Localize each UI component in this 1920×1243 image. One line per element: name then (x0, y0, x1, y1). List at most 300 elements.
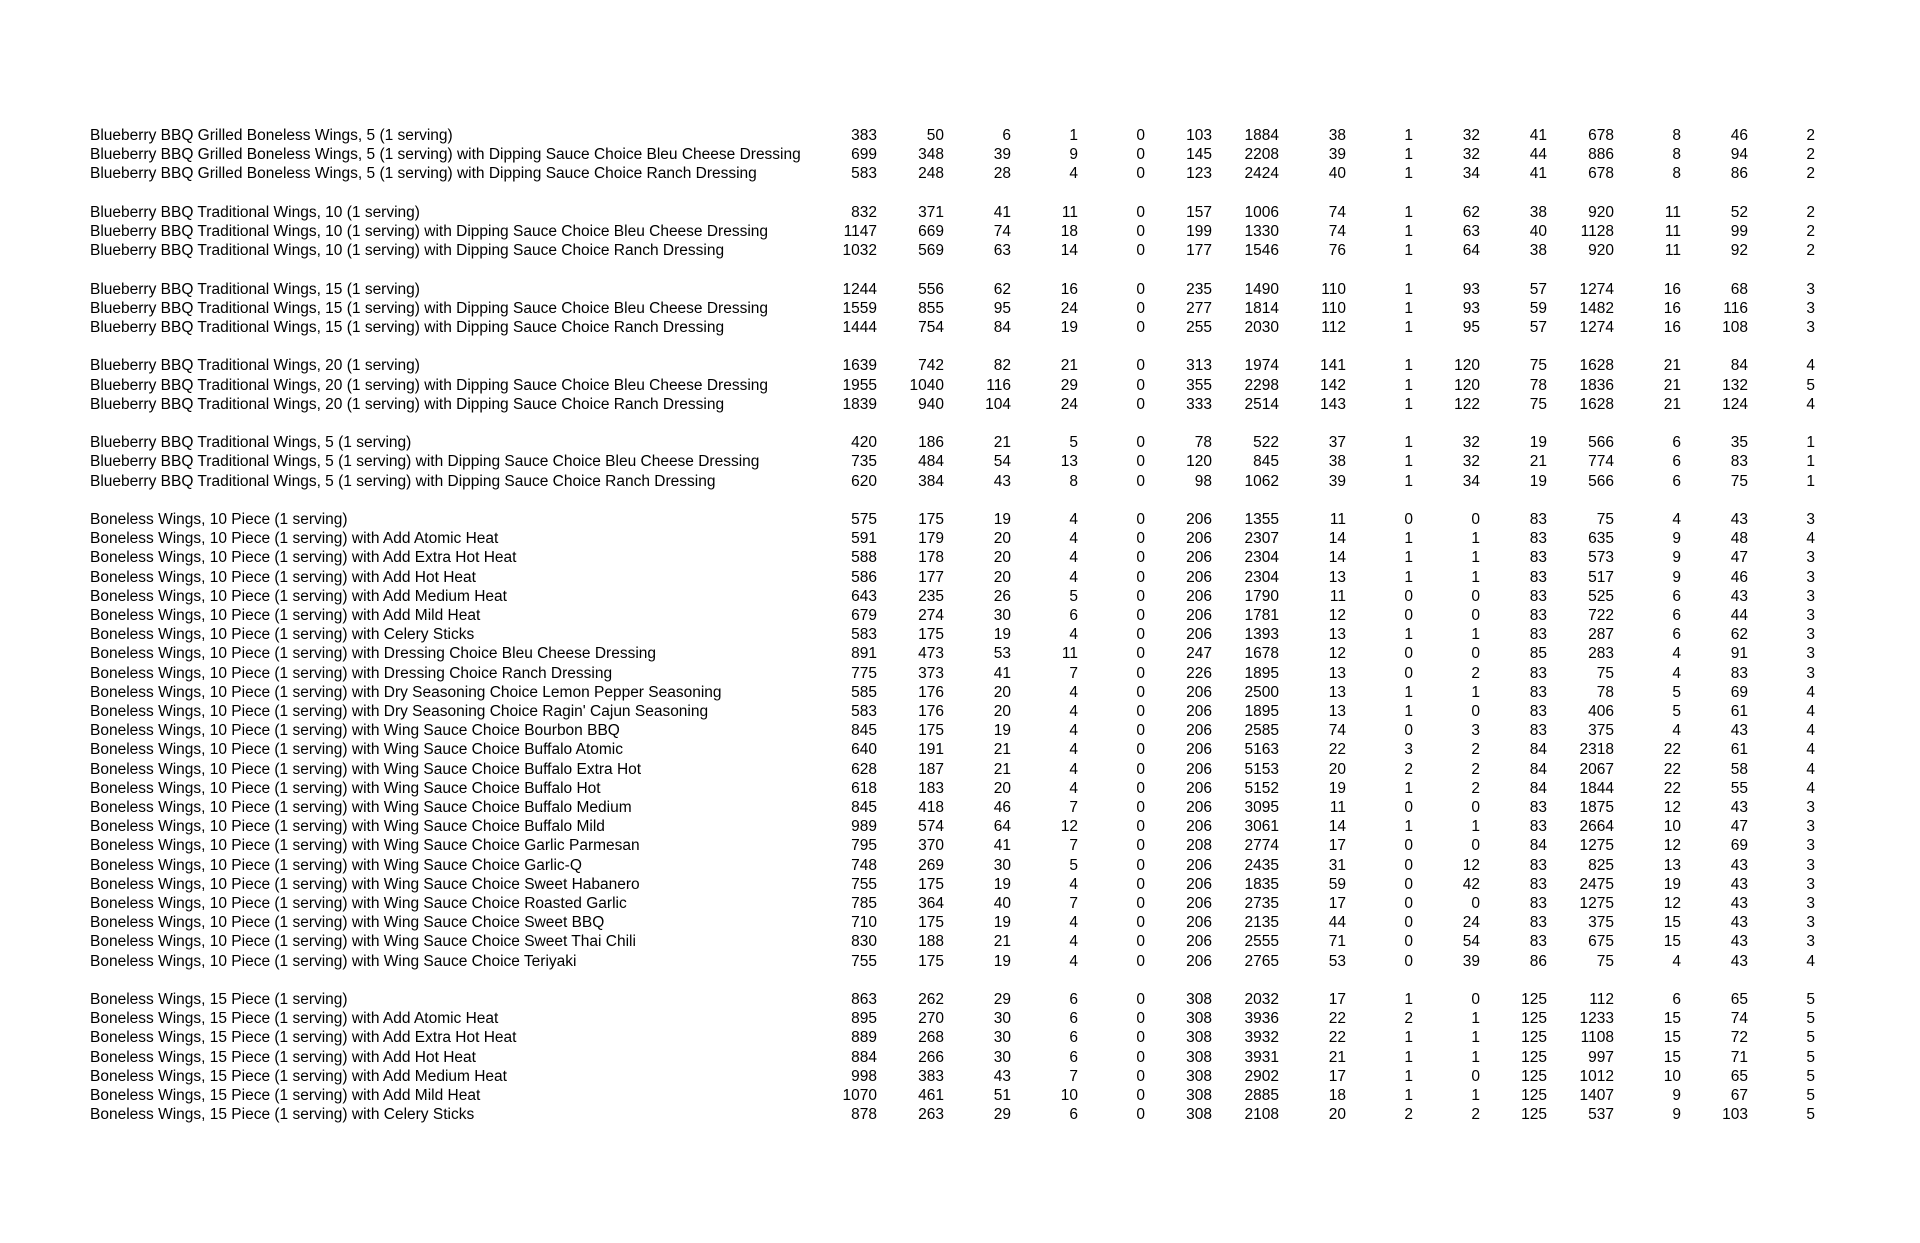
value-cell: 18 (1060, 223, 1078, 240)
value-cell: 0 (1471, 703, 1480, 721)
value-cell: 845 (1253, 453, 1279, 471)
value-cell: 4 (1069, 933, 1078, 951)
value-cell: 42 (1462, 875, 1480, 893)
value-cell: 0 (1404, 645, 1413, 663)
value-cell: 4 (1069, 683, 1078, 701)
item-name-cell: Blueberry BBQ Traditional Wings, 15 (1 serving) with Dipping Sauce Choice Bleu Cheese Dressing (90, 299, 769, 317)
value-cell: 0 (1136, 165, 1145, 183)
item-name-cell: Boneless Wings, 10 Piece (1 serving) with Wing Sauce Choice Sweet BBQ (90, 914, 605, 932)
value-cell: 3932 (1244, 1029, 1279, 1047)
value-cell: 1 (1404, 779, 1413, 797)
value-cell: 1628 (1579, 357, 1614, 375)
value-cell: 4 (1806, 395, 1815, 413)
value-cell: 9 (1672, 1106, 1681, 1124)
value-cell: 1 (1471, 549, 1480, 567)
value-cell: 1628 (1579, 395, 1614, 413)
value-cell: 1 (1404, 280, 1413, 298)
value-cell: 268 (918, 1029, 944, 1047)
value-cell: 4 (1069, 722, 1078, 740)
value-cell: 1393 (1244, 626, 1279, 644)
value-cell: 75 (1730, 472, 1748, 490)
value-cell: 21 (993, 741, 1011, 759)
value-cell: 0 (1136, 1067, 1145, 1085)
value-cell: 183 (918, 779, 944, 797)
value-cell: 420 (851, 434, 877, 452)
value-cell: 6 (1069, 607, 1078, 624)
value-cell: 0 (1136, 146, 1145, 164)
section-spacer-row (90, 971, 1815, 990)
value-cell: 461 (918, 1087, 944, 1105)
value-cell: 5 (1672, 683, 1681, 701)
table-row (90, 241, 1815, 260)
value-cell: 95 (1462, 319, 1480, 336)
value-cell: 104 (985, 395, 1011, 413)
value-cell: 40 (1529, 223, 1547, 240)
value-cell: 86 (1730, 165, 1748, 183)
value-cell: 2735 (1244, 895, 1279, 913)
value-cell: 4 (1069, 530, 1078, 548)
value-cell: 3 (1806, 299, 1815, 317)
value-cell: 12 (1663, 895, 1681, 913)
value-cell: 83 (1529, 856, 1547, 874)
value-cell: 308 (1186, 1067, 1212, 1085)
value-cell: 6 (1672, 991, 1681, 1009)
value-cell: 43 (993, 472, 1011, 490)
value-cell: 188 (918, 933, 944, 951)
value-cell: 7 (1069, 664, 1078, 682)
value-cell: 116 (1723, 299, 1748, 317)
value-cell: 2514 (1244, 395, 1279, 413)
value-cell: 1 (1404, 1067, 1413, 1085)
value-cell: 12 (1328, 645, 1346, 663)
value-cell: 206 (1186, 530, 1212, 548)
value-cell: 43 (1730, 587, 1748, 605)
value-cell: 9 (1672, 549, 1681, 567)
value-cell: 4 (1806, 703, 1815, 721)
value-cell: 14 (1328, 549, 1346, 567)
value-cell: 206 (1186, 703, 1212, 721)
item-name-cell: Boneless Wings, 10 Piece (1 serving) with Add Extra Hot Heat (90, 549, 517, 567)
value-cell: 74 (1730, 1010, 1748, 1028)
value-cell: 0 (1136, 779, 1145, 797)
value-cell: 44 (1730, 607, 1748, 624)
value-cell: 1 (1404, 626, 1413, 644)
value-cell: 11 (1664, 223, 1681, 240)
item-name-cell: Blueberry BBQ Traditional Wings, 10 (1 serving) (90, 203, 420, 221)
value-cell: 0 (1136, 1010, 1145, 1028)
value-cell: 0 (1136, 587, 1145, 605)
value-cell: 795 (851, 837, 877, 855)
value-cell: 308 (1186, 1010, 1212, 1028)
value-cell: 120 (1454, 376, 1480, 394)
value-cell: 177 (1186, 242, 1212, 260)
value-cell: 63 (993, 242, 1011, 260)
value-cell: 124 (1722, 395, 1748, 413)
value-cell: 1 (1404, 530, 1413, 548)
value-cell: 989 (851, 818, 877, 836)
value-cell: 0 (1136, 319, 1145, 336)
value-cell: 308 (1186, 1029, 1212, 1047)
value-cell: 569 (918, 242, 944, 260)
value-cell: 6 (1672, 626, 1681, 644)
value-cell: 63 (1462, 223, 1480, 240)
value-cell: 1814 (1244, 299, 1279, 317)
value-cell: 2 (1471, 760, 1480, 778)
item-name-cell: Boneless Wings, 10 Piece (1 serving) (90, 510, 348, 528)
value-cell: 20 (993, 703, 1011, 721)
value-cell: 175 (918, 914, 944, 932)
value-cell: 13 (1328, 626, 1346, 644)
value-cell: 678 (1588, 165, 1614, 183)
value-cell: 38 (1529, 242, 1547, 260)
value-cell: 3 (1806, 607, 1815, 624)
item-name-cell: Boneless Wings, 10 Piece (1 serving) with Wing Sauce Choice Buffalo Hot (90, 779, 601, 797)
value-cell: 13 (1328, 568, 1346, 586)
value-cell: 2208 (1244, 146, 1279, 164)
value-cell: 1639 (842, 357, 877, 375)
value-cell: 556 (918, 280, 944, 298)
value-cell: 84 (993, 319, 1011, 336)
value-cell: 20 (993, 568, 1011, 586)
value-cell: 52 (1730, 203, 1748, 221)
value-cell: 21 (993, 933, 1011, 951)
value-cell: 6 (1069, 1048, 1078, 1066)
value-cell: 0 (1136, 280, 1145, 298)
value-cell: 5 (1806, 991, 1815, 1009)
item-name-cell: Boneless Wings, 10 Piece (1 serving) with Wing Sauce Choice Sweet Habanero (90, 875, 640, 893)
table-row (90, 510, 1815, 529)
value-cell: 16 (1663, 280, 1681, 298)
value-cell: 47 (1730, 549, 1748, 567)
value-cell: 4 (1806, 952, 1815, 970)
value-cell: 1 (1404, 223, 1413, 240)
value-cell: 75 (1596, 510, 1614, 528)
value-cell: 20 (1328, 760, 1346, 778)
item-name-cell: Boneless Wings, 10 Piece (1 serving) with Wing Sauce Choice Garlic-Q (90, 856, 582, 874)
value-cell: 2 (1471, 1106, 1480, 1124)
value-cell: 3 (1806, 837, 1815, 855)
value-cell: 10 (1663, 1067, 1681, 1085)
value-cell: 878 (851, 1106, 877, 1124)
value-cell: 348 (918, 146, 944, 164)
value-cell: 0 (1136, 626, 1145, 644)
item-name-cell: Boneless Wings, 10 Piece (1 serving) with Dressing Choice Bleu Cheese Dressing (90, 645, 657, 663)
value-cell: 2664 (1579, 818, 1614, 836)
value-cell: 19 (1060, 319, 1078, 336)
value-cell: 884 (851, 1048, 877, 1066)
value-cell: 742 (918, 357, 944, 375)
item-name-cell: Boneless Wings, 10 Piece (1 serving) with Add Medium Heat (90, 587, 507, 605)
table-row (90, 568, 1815, 587)
item-name-cell: Boneless Wings, 10 Piece (1 serving) with Celery Sticks (90, 626, 475, 644)
value-cell: 1781 (1244, 607, 1279, 624)
value-cell: 7 (1069, 799, 1078, 817)
value-cell: 92 (1730, 242, 1748, 260)
value-cell: 74 (993, 223, 1011, 240)
value-cell: 1875 (1579, 799, 1614, 817)
value-cell: 1070 (842, 1087, 877, 1105)
value-cell: 699 (851, 146, 877, 164)
value-cell: 0 (1136, 453, 1145, 471)
value-cell: 270 (918, 1010, 944, 1028)
value-cell: 274 (918, 607, 944, 624)
value-cell: 0 (1136, 395, 1145, 413)
value-cell: 65 (1730, 1067, 1748, 1085)
value-cell: 43 (1730, 875, 1748, 893)
value-cell: 537 (1588, 1106, 1614, 1124)
table-row (90, 1067, 1815, 1086)
value-cell: 0 (1471, 991, 1480, 1009)
value-cell: 29 (993, 1106, 1011, 1124)
value-cell: 7 (1069, 895, 1078, 913)
value-cell: 20 (993, 549, 1011, 567)
value-cell: 1 (1471, 1048, 1480, 1066)
value-cell: 15 (1663, 914, 1681, 932)
value-cell: 84 (1529, 760, 1547, 778)
value-cell: 41 (993, 837, 1011, 855)
value-cell: 710 (851, 914, 877, 932)
table-row (90, 395, 1815, 414)
value-cell: 235 (918, 587, 944, 605)
value-cell: 34 (1462, 472, 1480, 490)
value-cell: 57 (1529, 319, 1547, 336)
value-cell: 0 (1136, 549, 1145, 567)
value-cell: 308 (1186, 1087, 1212, 1105)
value-cell: 4 (1806, 741, 1815, 759)
value-cell: 0 (1136, 683, 1145, 701)
value-cell: 83 (1529, 568, 1547, 586)
value-cell: 206 (1186, 587, 1212, 605)
value-cell: 3 (1806, 568, 1815, 586)
value-cell: 0 (1136, 530, 1145, 548)
value-cell: 0 (1136, 895, 1145, 913)
value-cell: 5 (1069, 856, 1078, 874)
value-cell: 4 (1069, 703, 1078, 721)
value-cell: 0 (1136, 875, 1145, 893)
value-cell: 15 (1663, 1029, 1681, 1047)
value-cell: 235 (1186, 280, 1212, 298)
value-cell: 39 (1328, 472, 1346, 490)
table-row (90, 452, 1815, 471)
value-cell: 68 (1730, 280, 1748, 298)
value-cell: 40 (1328, 165, 1346, 183)
value-cell: 845 (851, 799, 877, 817)
value-cell: 0 (1136, 242, 1145, 260)
item-name-cell: Blueberry BBQ Traditional Wings, 5 (1 serving) with Dipping Sauce Choice Ranch Dressing (90, 472, 716, 490)
value-cell: 0 (1404, 933, 1413, 951)
value-cell: 4 (1672, 664, 1681, 682)
value-cell: 176 (918, 703, 944, 721)
value-cell: 891 (851, 645, 877, 663)
value-cell: 269 (918, 856, 944, 874)
value-cell: 0 (1136, 799, 1145, 817)
value-cell: 38 (1529, 203, 1547, 221)
value-cell: 76 (1328, 242, 1346, 260)
value-cell: 120 (1186, 453, 1212, 471)
value-cell: 2304 (1244, 549, 1279, 567)
value-cell: 199 (1186, 223, 1212, 240)
value-cell: 3 (1806, 626, 1815, 644)
table-row (90, 376, 1815, 395)
value-cell: 125 (1521, 1010, 1547, 1028)
value-cell: 187 (918, 760, 944, 778)
value-cell: 678 (1588, 127, 1614, 144)
value-cell: 0 (1471, 587, 1480, 605)
value-cell: 10 (1663, 818, 1681, 836)
value-cell: 2 (1404, 1106, 1413, 1124)
value-cell: 1884 (1244, 127, 1279, 144)
value-cell: 20 (993, 530, 1011, 548)
item-name-cell: Blueberry BBQ Traditional Wings, 10 (1 serving) with Dipping Sauce Choice Bleu Cheese Dressing (90, 223, 769, 240)
value-cell: 1678 (1244, 645, 1279, 663)
value-cell: 206 (1186, 683, 1212, 701)
value-cell: 123 (1186, 165, 1212, 183)
value-cell: 84 (1529, 837, 1547, 855)
value-cell: 83 (1529, 933, 1547, 951)
value-cell: 83 (1529, 799, 1547, 817)
value-cell: 19 (993, 626, 1011, 644)
value-cell: 11 (1061, 203, 1078, 221)
value-cell: 635 (1588, 530, 1614, 548)
value-cell: 1 (1404, 991, 1413, 1009)
value-cell: 32 (1462, 453, 1480, 471)
value-cell: 1839 (842, 395, 877, 413)
value-cell: 313 (1186, 357, 1212, 375)
table-row (90, 587, 1815, 606)
value-cell: 11 (1329, 799, 1346, 817)
value-cell: 8 (1672, 146, 1681, 164)
value-cell: 1032 (842, 242, 877, 260)
value-cell: 4 (1672, 952, 1681, 970)
value-cell: 13 (1328, 683, 1346, 701)
value-cell: 6 (1672, 453, 1681, 471)
value-cell: 175 (918, 722, 944, 740)
value-cell: 208 (1186, 837, 1212, 855)
value-cell: 125 (1521, 1106, 1547, 1124)
value-cell: 142 (1320, 376, 1346, 394)
value-cell: 58 (1730, 760, 1748, 778)
value-cell: 620 (851, 472, 877, 490)
value-cell: 110 (1321, 299, 1346, 317)
value-cell: 0 (1404, 664, 1413, 682)
table-row (90, 913, 1815, 932)
value-cell: 86 (1529, 952, 1547, 970)
nutrition-table-body (90, 126, 1815, 1124)
value-cell: 585 (851, 683, 877, 701)
value-cell: 43 (1730, 914, 1748, 932)
value-cell: 4 (1069, 549, 1078, 567)
value-cell: 920 (1588, 203, 1614, 221)
value-cell: 588 (851, 549, 877, 567)
value-cell: 1275 (1579, 895, 1614, 913)
value-cell: 145 (1186, 146, 1212, 164)
value-cell: 53 (1328, 952, 1346, 970)
table-row (90, 683, 1815, 702)
value-cell: 6 (1672, 472, 1681, 490)
value-cell: 46 (993, 799, 1011, 817)
value-cell: 484 (918, 453, 944, 471)
value-cell: 74 (1328, 722, 1346, 740)
value-cell: 17 (1328, 837, 1346, 855)
value-cell: 3 (1806, 818, 1815, 836)
value-cell: 1974 (1244, 357, 1279, 375)
value-cell: 373 (918, 664, 944, 682)
value-cell: 11 (1664, 203, 1681, 221)
value-cell: 774 (1588, 453, 1614, 471)
value-cell: 1 (1471, 1029, 1480, 1047)
value-cell: 43 (1730, 722, 1748, 740)
value-cell: 0 (1136, 856, 1145, 874)
value-cell: 84 (1529, 741, 1547, 759)
item-name-cell: Blueberry BBQ Traditional Wings, 5 (1 serving) with Dipping Sauce Choice Bleu Cheese Dressing (90, 453, 760, 471)
value-cell: 206 (1186, 952, 1212, 970)
value-cell: 5 (1806, 1067, 1815, 1085)
table-row (90, 1028, 1815, 1047)
value-cell: 4 (1069, 568, 1078, 586)
value-cell: 0 (1404, 895, 1413, 913)
value-cell: 643 (851, 587, 877, 605)
value-cell: 0 (1136, 741, 1145, 759)
value-cell: 1233 (1579, 1010, 1614, 1028)
table-row (90, 318, 1815, 337)
value-cell: 0 (1471, 837, 1480, 855)
value-cell: 1 (1471, 683, 1480, 701)
value-cell: 175 (918, 952, 944, 970)
value-cell: 5 (1806, 1029, 1815, 1047)
value-cell: 2 (1404, 760, 1413, 778)
value-cell: 14 (1328, 530, 1346, 548)
value-cell: 41 (993, 203, 1011, 221)
value-cell: 255 (1186, 319, 1212, 336)
value-cell: 1 (1404, 434, 1413, 452)
value-cell: 1355 (1244, 510, 1279, 528)
value-cell: 16 (1663, 299, 1681, 317)
value-cell: 20 (1328, 1106, 1346, 1124)
value-cell: 1 (1404, 1048, 1413, 1066)
value-cell: 108 (1722, 319, 1748, 336)
value-cell: 785 (851, 895, 877, 913)
value-cell: 0 (1471, 645, 1480, 663)
value-cell: 333 (1186, 395, 1212, 413)
value-cell: 679 (851, 607, 877, 624)
value-cell: 0 (1136, 472, 1145, 490)
value-cell: 9 (1069, 146, 1078, 164)
value-cell: 1 (1404, 453, 1413, 471)
value-cell: 20 (993, 683, 1011, 701)
value-cell: 1 (1806, 472, 1815, 490)
value-cell: 2765 (1244, 952, 1279, 970)
value-cell: 0 (1136, 837, 1145, 855)
value-cell: 3 (1806, 587, 1815, 605)
value-cell: 755 (851, 952, 877, 970)
value-cell: 206 (1186, 895, 1212, 913)
value-cell: 308 (1186, 1048, 1212, 1066)
value-cell: 5 (1806, 376, 1815, 394)
value-cell: 19 (993, 914, 1011, 932)
value-cell: 74 (1328, 223, 1346, 240)
value-cell: 5 (1806, 1087, 1815, 1105)
value-cell: 1 (1404, 203, 1413, 221)
value-cell: 0 (1136, 510, 1145, 528)
value-cell: 19 (1529, 434, 1547, 452)
table-row (90, 606, 1815, 625)
value-cell: 383 (918, 1067, 944, 1085)
value-cell: 1 (1806, 453, 1815, 471)
value-cell: 2585 (1244, 722, 1279, 740)
value-cell: 3 (1806, 895, 1815, 913)
value-cell: 21 (1663, 376, 1681, 394)
item-name-cell: Boneless Wings, 10 Piece (1 serving) with Wing Sauce Choice Buffalo Mild (90, 818, 605, 836)
